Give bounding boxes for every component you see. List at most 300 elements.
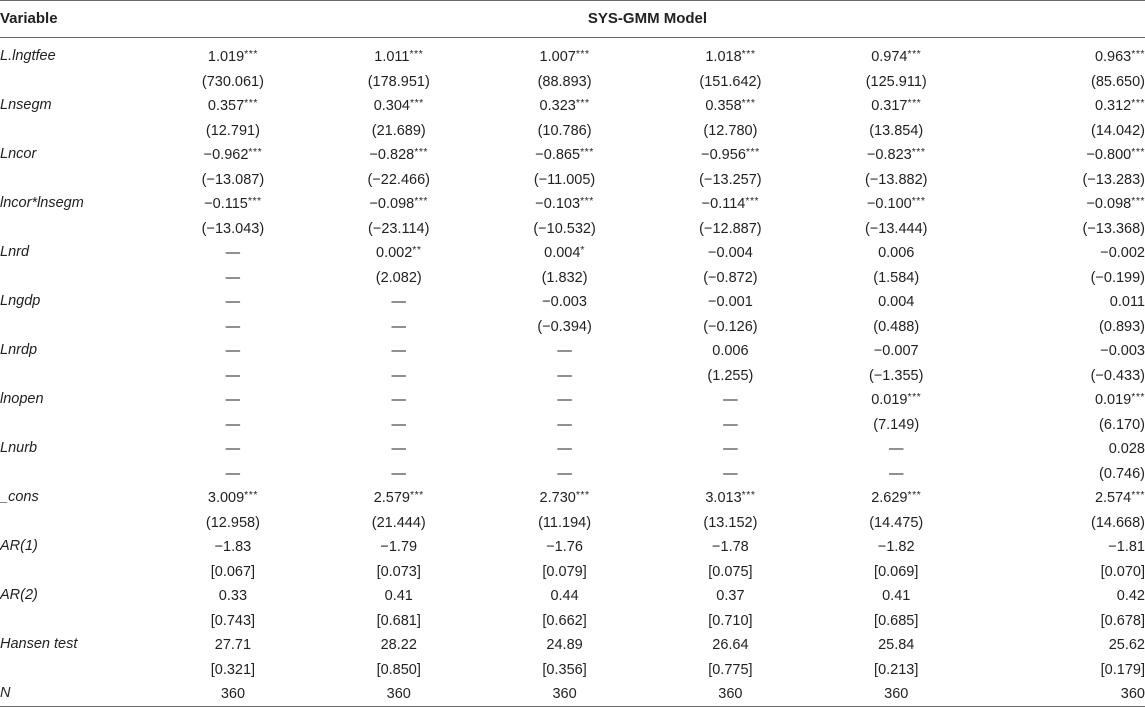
significance-stars: ***	[1131, 195, 1145, 207]
coefficient-value: (151.642)	[699, 73, 762, 90]
coefficient-value: 0.37	[716, 588, 745, 604]
coefficient-value: (14.042)	[1090, 122, 1145, 139]
value-cell	[482, 583, 648, 608]
coefficient-value: —	[557, 367, 572, 384]
variable-name-cell	[0, 461, 150, 486]
coefficient-value: 3.009	[207, 490, 245, 506]
coefficient-value: —	[391, 367, 406, 384]
coefficient-value: (13.152)	[703, 514, 758, 531]
coefficient-value: −1.76	[546, 539, 583, 555]
variable-name-cell: Hansen test	[0, 635, 78, 652]
significance-stars: ***	[414, 146, 428, 158]
coefficient-value: 0.357	[207, 98, 245, 114]
coefficient-value: 0.019	[871, 392, 908, 408]
coefficient-value: (125.911)	[865, 73, 927, 90]
table-row	[0, 510, 1145, 535]
table-row	[0, 314, 1145, 339]
value-cell	[813, 681, 979, 706]
coefficient-value: —	[391, 465, 406, 482]
value-cell	[647, 412, 813, 437]
variable-name-cell: N	[0, 681, 150, 706]
value-cell	[316, 69, 482, 94]
coefficient-value: [0.075]	[708, 563, 753, 580]
coefficient-value: 27.71	[214, 637, 252, 653]
coefficient-value: 0.304	[373, 98, 410, 114]
value-cell	[979, 142, 1145, 167]
table-row	[0, 167, 1145, 192]
coefficient-value: −0.100	[866, 196, 912, 212]
table-row	[0, 93, 1145, 118]
value-cell	[813, 338, 979, 363]
value-cell	[647, 387, 813, 412]
significance-stars: ***	[741, 97, 756, 109]
value-cell	[316, 289, 482, 314]
coefficient-value: [0.321]	[210, 661, 256, 678]
value-cell	[316, 191, 482, 216]
value-cell	[482, 461, 648, 486]
coefficient-value: (−0.872)	[703, 269, 758, 286]
coefficient-value: —	[225, 343, 241, 359]
coefficient-value: [0.678]	[1100, 612, 1145, 629]
value-cell	[979, 289, 1145, 314]
coefficient-value: (85.650)	[1090, 73, 1145, 90]
value-cell	[150, 216, 316, 241]
coefficient-value: —	[225, 392, 241, 408]
coefficient-value: 0.006	[712, 343, 749, 359]
table-row	[0, 657, 1145, 682]
coefficient-value: −1.82	[877, 539, 915, 555]
coefficient-value: 1.007	[539, 49, 576, 65]
value-cell	[482, 412, 648, 437]
value-cell	[316, 681, 482, 706]
value-cell	[813, 534, 979, 559]
coefficient-value: 25.84	[878, 637, 915, 653]
coefficient-value: 0.312	[1094, 98, 1132, 114]
value-cell	[647, 583, 813, 608]
value-cell	[316, 657, 482, 682]
coefficient-value: (12.780)	[703, 122, 758, 139]
coefficient-value: 0.002	[376, 245, 413, 261]
coefficient-value: 28.22	[380, 637, 417, 653]
coefficient-value: 0.358	[705, 98, 742, 114]
value-cell	[979, 69, 1145, 94]
value-cell	[482, 38, 648, 69]
coefficient-value: 1.019	[207, 49, 245, 65]
value-cell	[316, 436, 482, 461]
coefficient-value: [0.743]	[210, 612, 256, 629]
coefficient-value: −1.79	[380, 539, 418, 555]
coefficient-value: —	[225, 367, 241, 384]
value-cell	[482, 534, 648, 559]
significance-stars: ***	[907, 48, 922, 60]
value-cell	[482, 142, 648, 167]
coefficient-value: 24.89	[546, 637, 583, 653]
variable-name-cell: AR(2)	[0, 586, 38, 603]
value-cell	[316, 93, 482, 118]
value-cell	[979, 412, 1145, 437]
coefficient-value: 0.963	[1094, 49, 1132, 65]
coefficient-value: (0.488)	[873, 318, 920, 335]
coefficient-value: 360	[718, 686, 743, 702]
coefficient-value: 360	[552, 686, 577, 702]
coefficient-value: −0.003	[542, 294, 587, 310]
coefficient-value: —	[225, 416, 241, 433]
significance-stars: ***	[575, 489, 590, 501]
significance-stars: ***	[911, 195, 926, 207]
table-row	[0, 534, 1145, 559]
table-row	[0, 142, 1145, 167]
significance-stars: ***	[409, 48, 424, 60]
value-cell	[979, 387, 1145, 412]
coefficient-value: —	[723, 416, 738, 433]
table-row	[0, 191, 1145, 216]
value-cell	[647, 191, 813, 216]
significance-stars: ***	[414, 195, 428, 207]
value-cell	[813, 314, 979, 339]
coefficient-value: 0.006	[878, 245, 915, 261]
value-cell	[150, 69, 316, 94]
value-cell	[316, 461, 482, 486]
coefficient-value: —	[391, 294, 406, 310]
value-cell	[316, 38, 482, 69]
table-row	[0, 216, 1145, 241]
value-cell	[150, 436, 316, 461]
coefficient-value: (−13.087)	[201, 171, 265, 188]
value-cell	[482, 240, 648, 265]
coefficient-value: —	[888, 465, 904, 482]
value-cell	[979, 216, 1145, 241]
coefficient-value: −1.81	[1108, 539, 1145, 555]
value-cell	[813, 510, 979, 535]
coefficient-value: —	[557, 465, 572, 482]
value-cell	[482, 657, 648, 682]
coefficient-value: 360	[220, 686, 246, 702]
value-cell	[647, 69, 813, 94]
coefficient-value: 1.011	[374, 49, 410, 65]
value-cell	[813, 436, 979, 461]
value-cell	[150, 265, 316, 290]
value-cell	[482, 559, 648, 584]
coefficient-value: 3.013	[705, 490, 742, 506]
value-cell	[150, 118, 316, 143]
value-cell	[813, 69, 979, 94]
variable-name-cell	[0, 510, 150, 535]
coefficient-value: 0.019	[1094, 392, 1132, 408]
value-cell	[316, 142, 482, 167]
value-cell	[813, 387, 979, 412]
coefficient-value: (−12.887)	[699, 220, 762, 237]
coefficient-value: (730.061)	[201, 73, 264, 90]
value-cell	[647, 142, 813, 167]
variable-name-cell	[0, 314, 150, 339]
value-cell	[316, 510, 482, 535]
value-cell	[647, 314, 813, 339]
coefficient-value: −0.002	[1100, 245, 1145, 261]
value-cell	[150, 167, 316, 192]
significance-stars: ***	[745, 146, 760, 158]
coefficient-value: (−0.199)	[1090, 269, 1145, 286]
table-row	[0, 461, 1145, 486]
coefficient-value: —	[888, 441, 904, 457]
coefficient-value: [0.662]	[542, 612, 587, 629]
variable-name-cell: Lncor	[0, 145, 37, 162]
value-cell	[150, 289, 316, 314]
coefficient-value: (−0.394)	[537, 318, 592, 335]
table-row	[0, 608, 1145, 633]
coefficient-value: [0.179]	[1100, 661, 1145, 678]
value-cell	[979, 93, 1145, 118]
variable-name-cell	[0, 167, 150, 192]
variable-name-cell: Lnsegm	[0, 96, 52, 113]
significance-stars: ***	[1131, 489, 1145, 501]
coefficient-value: −0.865	[535, 147, 581, 163]
coefficient-value: —	[391, 416, 406, 433]
coefficient-value: (12.791)	[205, 122, 260, 139]
coefficient-value: −0.003	[1100, 343, 1145, 359]
coefficient-value: —	[557, 392, 572, 408]
coefficient-value: 0.323	[539, 98, 576, 114]
significance-stars: ***	[907, 97, 922, 109]
coefficient-value: −0.098	[1086, 196, 1132, 212]
coefficient-value: 0.004	[544, 245, 581, 261]
value-cell	[813, 265, 979, 290]
coefficient-value: (−13.283)	[1082, 171, 1145, 188]
table-row	[0, 583, 1145, 608]
significance-stars: ***	[575, 97, 590, 109]
value-cell	[813, 38, 979, 69]
value-cell	[647, 681, 813, 706]
value-cell	[316, 216, 482, 241]
coefficient-value: (−0.433)	[1090, 367, 1145, 384]
value-cell	[316, 338, 482, 363]
significance-stars: ***	[741, 489, 756, 501]
value-cell	[647, 534, 813, 559]
value-cell	[647, 216, 813, 241]
value-cell	[813, 216, 979, 241]
value-cell	[482, 387, 648, 412]
value-cell	[482, 485, 648, 510]
significance-stars: ***	[907, 489, 922, 501]
coefficient-value: (11.194)	[538, 514, 592, 531]
significance-stars: ***	[741, 48, 756, 60]
value-cell	[979, 583, 1145, 608]
coefficient-value: −0.800	[1086, 147, 1132, 163]
value-cell	[813, 657, 979, 682]
coefficient-value: 0.004	[878, 294, 915, 310]
value-cell	[316, 412, 482, 437]
table-row	[0, 38, 1145, 69]
table-row	[0, 485, 1145, 510]
coefficient-value: (−22.466)	[367, 171, 430, 188]
value-cell	[647, 240, 813, 265]
significance-stars: ***	[244, 489, 258, 501]
significance-stars: ***	[580, 195, 594, 207]
coefficient-value: [0.681]	[376, 612, 421, 629]
coefficient-value: 0.44	[550, 588, 579, 604]
value-cell	[482, 93, 648, 118]
variable-name-cell: Lnrd	[0, 243, 30, 260]
variable-name-cell: Lngdp	[0, 292, 41, 309]
value-cell	[647, 93, 813, 118]
coefficient-value: [0.067]	[210, 563, 256, 580]
value-cell	[979, 461, 1145, 486]
coefficient-value: 0.41	[882, 588, 911, 604]
coefficient-value: [0.356]	[542, 661, 587, 678]
value-cell	[979, 436, 1145, 461]
value-cell	[482, 216, 648, 241]
significance-stars: ***	[1131, 391, 1145, 403]
table-row	[0, 559, 1145, 584]
variable-name-cell: lncor*lnsegm	[0, 194, 84, 211]
coefficient-value: [0.079]	[542, 563, 587, 580]
value-cell	[482, 289, 648, 314]
value-cell	[482, 681, 648, 706]
coefficient-value: —	[391, 392, 406, 408]
coefficient-value: [0.685]	[874, 612, 919, 629]
coefficient-value: (88.893)	[537, 73, 592, 90]
value-cell	[647, 510, 813, 535]
value-cell	[482, 338, 648, 363]
value-cell	[316, 265, 482, 290]
value-cell	[813, 461, 979, 486]
variable-name-cell	[0, 657, 150, 682]
coefficient-value: —	[225, 245, 241, 261]
coefficient-value: [0.710]	[708, 612, 753, 629]
value-cell	[150, 142, 316, 167]
value-cell	[813, 142, 979, 167]
value-cell	[979, 314, 1145, 339]
value-cell	[150, 657, 316, 682]
variable-name-cell	[0, 265, 150, 290]
coefficient-value: 0.41	[384, 588, 413, 604]
table-row	[0, 363, 1145, 388]
coefficient-value: −0.098	[369, 196, 415, 212]
coefficient-value: −0.962	[203, 147, 249, 163]
coefficient-value: (−13.043)	[201, 220, 265, 237]
value-cell	[482, 363, 648, 388]
coefficient-value: −0.004	[708, 245, 753, 261]
coefficient-value: (1.255)	[707, 367, 754, 384]
table-row	[0, 69, 1145, 94]
variable-name-cell: lnopen	[0, 390, 44, 407]
value-cell	[647, 485, 813, 510]
value-cell	[316, 608, 482, 633]
coefficient-value: —	[723, 441, 738, 457]
coefficient-value: —	[723, 465, 738, 482]
coefficient-value: —	[225, 465, 241, 482]
value-cell	[979, 167, 1145, 192]
coefficient-value: —	[557, 441, 572, 457]
value-cell	[482, 314, 648, 339]
coefficient-value: 2.629	[871, 490, 908, 506]
coefficient-value: 1.018	[705, 49, 742, 65]
value-cell	[150, 485, 316, 510]
coefficient-value: (−23.114)	[368, 220, 430, 237]
significance-stars: ***	[1131, 146, 1145, 158]
value-cell	[150, 608, 316, 633]
significance-stars: *	[580, 244, 586, 256]
coefficient-value: —	[723, 392, 738, 408]
coefficient-value: −0.114	[701, 196, 746, 212]
coefficient-value: 25.62	[1108, 637, 1145, 653]
variable-name-cell	[0, 559, 150, 584]
value-cell	[482, 436, 648, 461]
value-cell	[150, 38, 316, 69]
coefficient-value: 360	[884, 686, 909, 702]
coefficient-value: [0.775]	[708, 661, 753, 678]
coefficient-value: (−0.126)	[703, 318, 758, 335]
value-cell	[647, 289, 813, 314]
coefficient-value: 360	[386, 686, 411, 702]
significance-stars: ***	[1131, 48, 1145, 60]
value-cell	[979, 559, 1145, 584]
coefficient-value: —	[391, 441, 406, 457]
value-cell	[979, 681, 1145, 706]
value-cell	[150, 93, 316, 118]
coefficient-value: —	[225, 441, 241, 457]
value-cell	[150, 363, 316, 388]
value-cell	[647, 265, 813, 290]
model-column-header: SYS-GMM Model	[150, 1, 1145, 38]
variable-name-cell	[0, 216, 150, 241]
value-cell	[647, 657, 813, 682]
variable-name-cell	[0, 363, 150, 388]
value-cell	[150, 559, 316, 584]
coefficient-value: 0.011	[1109, 294, 1145, 310]
value-cell	[316, 167, 482, 192]
value-cell	[482, 510, 648, 535]
value-cell	[979, 363, 1145, 388]
significance-stars: ***	[410, 489, 424, 501]
variable-column-header: Variable	[0, 1, 150, 38]
table-row	[0, 265, 1145, 290]
significance-stars: ***	[247, 195, 262, 207]
significance-stars: ***	[410, 97, 424, 109]
table-body	[0, 38, 1145, 707]
table-header-row	[0, 1, 1145, 38]
variable-name-cell	[0, 608, 150, 633]
coefficient-value: (13.854)	[869, 122, 924, 139]
table-row	[0, 338, 1145, 363]
coefficient-value: [0.073]	[376, 563, 421, 580]
value-cell	[647, 338, 813, 363]
value-cell	[482, 265, 648, 290]
coefficient-value: −0.956	[701, 147, 746, 163]
value-cell	[150, 387, 316, 412]
variable-name-cell	[0, 412, 150, 437]
coefficient-value: (−11.005)	[533, 171, 596, 188]
table-row	[0, 681, 1145, 706]
coefficient-value: (21.689)	[371, 122, 426, 139]
value-cell	[979, 191, 1145, 216]
significance-stars: ***	[575, 48, 590, 60]
significance-stars: ***	[248, 146, 263, 158]
value-cell	[813, 412, 979, 437]
value-cell	[482, 69, 648, 94]
coefficient-value: —	[557, 416, 572, 433]
variable-name-cell	[0, 69, 150, 94]
value-cell	[813, 608, 979, 633]
value-cell	[979, 265, 1145, 290]
coefficient-value: (10.786)	[537, 122, 592, 139]
value-cell	[647, 436, 813, 461]
coefficient-value: 0.974	[871, 49, 908, 65]
value-cell	[316, 559, 482, 584]
value-cell	[979, 657, 1145, 682]
coefficient-value: (0.893)	[1099, 318, 1145, 335]
coefficient-value: (21.444)	[371, 514, 426, 531]
value-cell	[979, 510, 1145, 535]
